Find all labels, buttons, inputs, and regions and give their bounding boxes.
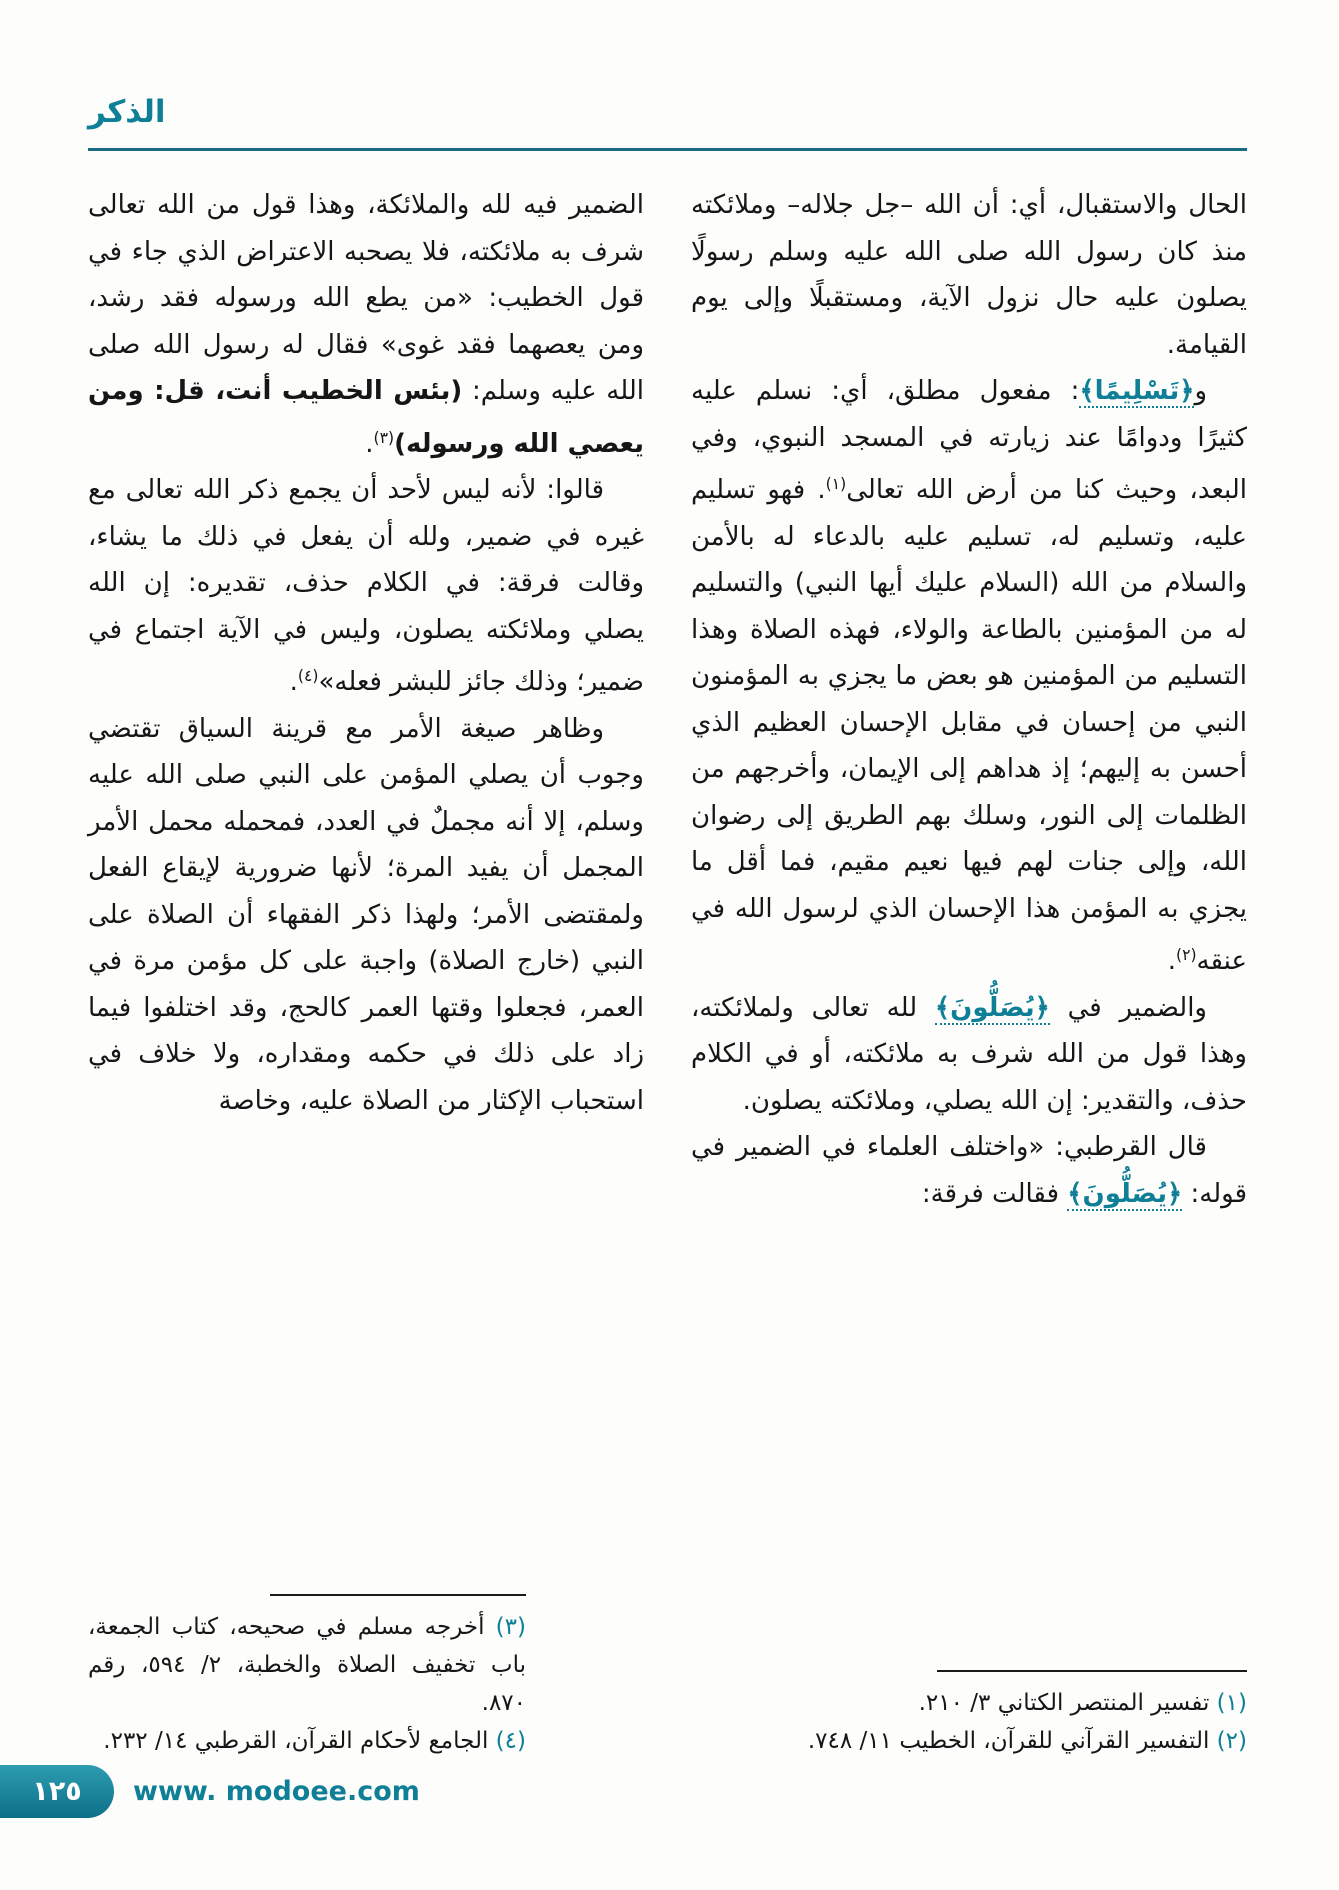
paragraph <box>691 368 1247 985</box>
right-column <box>691 182 1247 1760</box>
footnote-number: (١) <box>1216 1690 1247 1716</box>
text-run: قالوا: لأنه ليس لأحد أن يجمع ذكر الله تعالى مع غيره في ضمير، ولله أن يفعل في ذلك ما يشاء، وقالت فرقة: في الكلام حذف، تقديره: إن الله يصلي وملائكته يصلون، وليس في الآية اجتماع في ضمير؛ وذلك جائز للبشر فعله» <box>88 475 644 697</box>
two-column-text-area <box>88 182 1247 1760</box>
page-number: ١٢٥ <box>32 1776 82 1807</box>
footnote-separator-rule <box>270 1594 526 1596</box>
website-text: www. modoee.com <box>133 1776 420 1807</box>
bold-hadith-text: (بئس الخطيب أنت، قل: ومن يعصي الله ورسوله) <box>88 376 644 459</box>
text-run: . <box>289 667 298 697</box>
paragraph <box>88 182 644 467</box>
text-run: الضمير فيه لله والملائكة، وهذا قول من الله تعالى شرف به ملائكته، فلا يصحبه الاعتراض الذي جاء في قول الخطيب: «من يطع الله ورسوله فقد رشد، ومن يعصهما فقد غوى» فقال له رسول الله صلى الله عليه وسلم: <box>88 190 644 406</box>
footnote-reference: (٤) <box>297 667 319 685</box>
header-rule <box>88 148 1247 151</box>
text-run: و <box>1194 376 1207 406</box>
footnote-list <box>88 1608 644 1760</box>
quran-quote: ﴿تَسْلِيمًا﴾ <box>1079 376 1195 406</box>
quran-quote: ﴿يُصَلُّونَ﴾ <box>934 992 1050 1023</box>
footnote-reference: (٣) <box>373 428 395 447</box>
text-run: فقالت فرقة: <box>921 1178 1068 1209</box>
text-run: وظاهر صيغة الأمر مع قرينة السياق تقتضي وجوب أن يصلي المؤمن على النبي صلى الله عليه وسلم، إلا أنه مجملٌ في العدد، فمحمله محمل الأمر المجمل أن يفيد المرة؛ لأنها ضرورية لإيقاع الفعل ولمقتضى الأمر؛ ولهذا ذكر الفقهاء أن الصلاة على النبي (خارج الصلاة) واجبة على كل مؤمن مرة في العمر، فجعلوا وقتها العمر كالحج، وقد اختلفوا فيما زاد على ذلك في حكمه ومقداره، ولا خلاف في استحباب الإكثار من الصلاة عليه، وخاصة <box>88 713 644 1116</box>
paragraph <box>88 467 644 706</box>
text-run: . <box>1167 946 1176 976</box>
footnote-reference: (١) <box>825 475 847 493</box>
footnote-text: أخرجه مسلم في صحيحه، كتاب الجمعة، باب تخفيف الصلاة والخطبة، ٢/ ٥٩٤، رقم ٨٧٠. <box>88 1614 526 1716</box>
text-run: . فهو تسليم عليه، وتسليم له، تسليم عليه بالدعاء له بالأمن والسلام من الله (السلام عليك أيها النبي) والتسليم له من المؤمنين بالطاعة والولاء، فهذه الصلاة وهذا التسليم من المؤمنين هو بعض ما يجزي به المؤمنون النبي من إحسان في مقابل الإحسان العظيم الذي أحسن به إليهم؛ إذ هداهم إلى الإيمان، وأخرجهم من الظلمات إلى النور، وسلك بهم الطريق إلى رضوان الله، وإلى جنات لهم فيها نعيم مقيم، فما أقل ما يجزي به المؤمن هذا الإحسان الذي لرسول الله في عنقه <box>691 475 1247 976</box>
text-run: الحال والاستقبال، أي: أن الله –جل جلاله– وملائكته منذ كان رسول الله صلى الله عليه وسلم رسولًا يصلون عليه حال نزول الآية، ومستقبلًا وإلى يوم القيامة. <box>691 190 1247 360</box>
text-run: لله تعالى ولملائكته، وهذا قول من الله شرف به ملائكته، أو في الكلام حذف، والتقدير: إن الله يصلي، وملائكته يصلون. <box>691 992 1247 1116</box>
right-column-body <box>691 182 1247 1217</box>
footnote-text: الجامع لأحكام القرآن، القرطبي ١٤/ ٢٣٢. <box>103 1728 496 1754</box>
paragraph <box>691 985 1247 1125</box>
footnote <box>88 1722 526 1760</box>
footnote-number: (٤) <box>495 1728 526 1754</box>
footnote <box>88 1608 526 1722</box>
footnote <box>691 1684 1247 1722</box>
paragraph <box>88 706 644 1125</box>
page-number-badge <box>0 1765 114 1818</box>
text-run: . <box>365 428 374 459</box>
footnote-reference: (٢) <box>1175 946 1197 964</box>
paragraph <box>691 182 1247 368</box>
footnote-number: (٢) <box>1216 1728 1247 1754</box>
footnote-text: التفسير القرآني للقرآن، الخطيب ١١/ ٧٤٨. <box>807 1728 1217 1754</box>
footnote-separator-rule <box>937 1670 1247 1672</box>
footnote-list <box>691 1684 1247 1760</box>
right-column-footnotes <box>691 1670 1247 1760</box>
quran-quote: ﴿يُصَلُّونَ﴾ <box>1067 1178 1183 1209</box>
text-run: : مفعول مطلق، أي: نسلم عليه كثيرًا ودوامًا عند زيارته في المسجد النبوي، وفي البعد، وحيث كنا من أرض الله تعالى <box>691 376 1247 505</box>
footnote <box>691 1722 1247 1760</box>
running-head-title: الذكر <box>88 94 166 130</box>
footnote-text: تفسير المنتصر الكتاني ٣/ ٢١٠. <box>918 1690 1217 1716</box>
left-column-footnotes <box>88 1594 644 1760</box>
left-column-body <box>88 182 644 1124</box>
footnote-number: (٣) <box>495 1614 526 1640</box>
text-run: والضمير في <box>1049 992 1207 1023</box>
paragraph <box>691 1124 1247 1217</box>
left-column <box>88 182 644 1760</box>
text-run: قال القرطبي: «واختلف العلماء في الضمير في قوله: <box>691 1132 1247 1209</box>
